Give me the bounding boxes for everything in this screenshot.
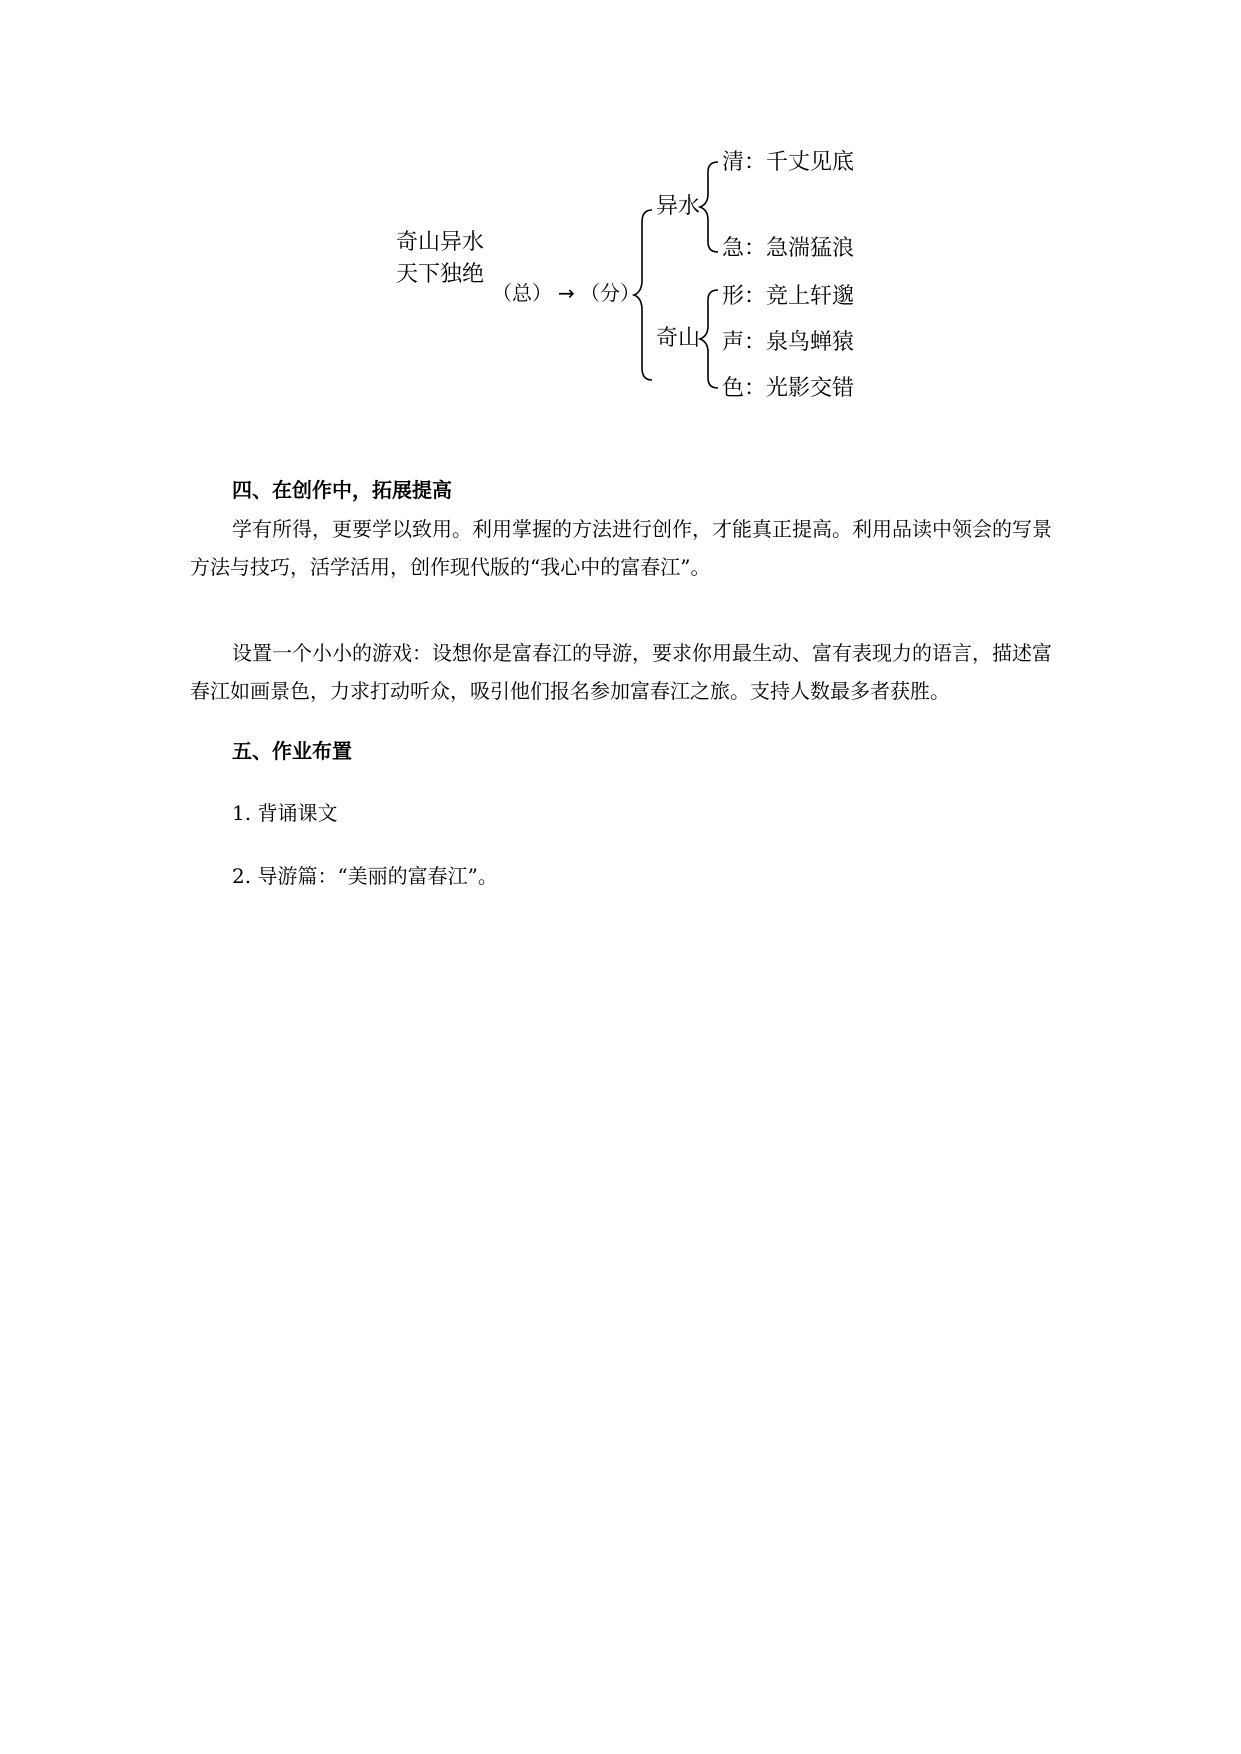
structure-diagram	[380, 150, 900, 450]
bottom-brace	[700, 290, 718, 388]
branch-top-label: 异水	[656, 194, 701, 219]
section4-heading: 四、在创作中，拓展提高	[232, 478, 452, 502]
top-brace	[700, 162, 718, 252]
leaf-xing: 形：竞上轩邈	[722, 284, 855, 309]
arrow-label: →	[558, 281, 575, 305]
homework-item-1: 1. 背诵课文	[232, 801, 338, 825]
homework-item-2: 2. 导游篇：“美丽的富春江”。	[232, 864, 498, 888]
root-line1: 奇山异水	[396, 230, 485, 255]
section4-para1: 学有所得，更要学以致用。利用掌握的方法进行创作，才能真正提高。利用品读中领会的写景方法与技巧，活学活用，创作现代版的“我心中的富春江”。	[190, 517, 1052, 579]
branch-bottom-label: 奇山	[656, 326, 701, 351]
leaf-se: 色：光影交错	[722, 376, 855, 401]
fen-label: （分）	[580, 281, 640, 305]
root-line2: 天下独绝	[396, 262, 485, 287]
zong-label: （总）	[492, 281, 552, 305]
section5-heading: 五、作业布置	[232, 739, 352, 763]
leaf-qing: 清：千丈见底	[722, 150, 855, 175]
leaf-ji: 急：急湍猛浪	[722, 236, 855, 261]
leaf-sheng: 声：泉鸟蝉猿	[722, 330, 855, 355]
section4-para2: 设置一个小小的游戏：设想你是富春江的导游，要求你用最生动、富有表现力的语言，描述富春江如画景色，力求打动听众，吸引他们报名参加富春江之旅。支持人数最多者获胜。	[190, 641, 1052, 703]
